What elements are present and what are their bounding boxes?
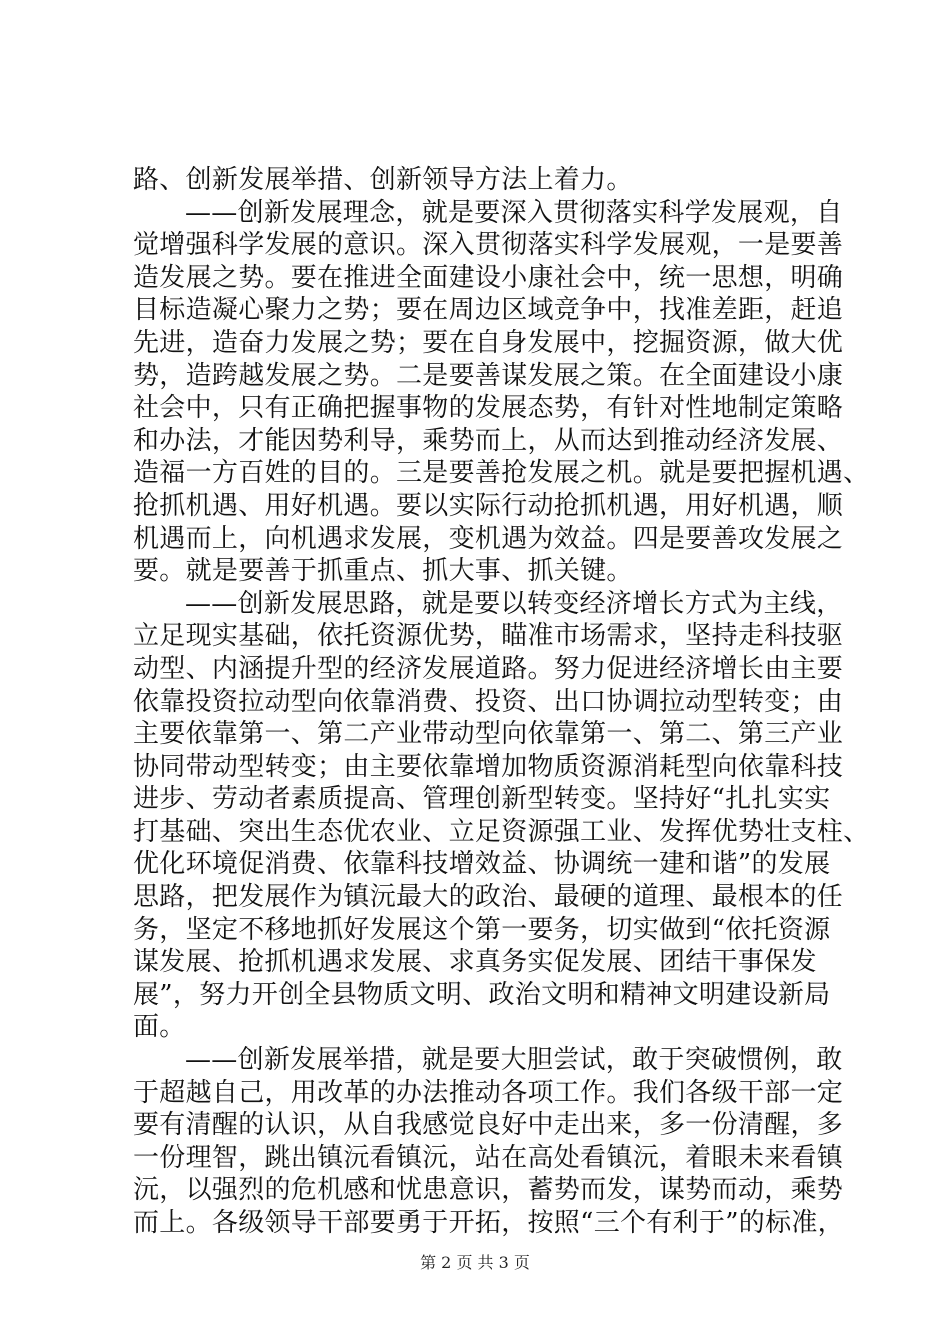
text-line: 抢抓机遇、用好机遇。要以实际行动抢抓机遇，用好机遇，顺 bbox=[133, 490, 844, 521]
page-footer: 第 2 页 共 3 页 bbox=[420, 1253, 530, 1272]
text-line: 目标造凝心聚力之势；要在周边区域竞争中，找准差距，赶追 bbox=[133, 295, 844, 326]
text-line: 协同带动型转变；由主要依靠增加物质资源消耗型向依靠科技 bbox=[133, 751, 844, 782]
text-line: 优化环境促消费、依靠科技增效益、协调统一建和谐”的发展 bbox=[133, 849, 831, 880]
text-line: 先进，造奋力发展之势；要在自身发展中，挖掘资源，做大优 bbox=[133, 327, 844, 358]
text-line: 面。 bbox=[133, 1012, 186, 1043]
text-line: 依靠投资拉动型向依靠消费、投资、出口协调拉动型转变；由 bbox=[133, 686, 844, 717]
text-line: 觉增强科学发展的意识。深入贯彻落实科学发展观，一是要善 bbox=[133, 230, 844, 261]
text-line: 于超越自己，用改革的办法推动各项工作。我们各级干部一定 bbox=[133, 1077, 844, 1108]
text-line: 路、创新发展举措、创新领导方法上着力。 bbox=[133, 165, 633, 195]
text-line: ——创新发展理念，就是要深入贯彻落实科学发展观，自 bbox=[185, 197, 843, 228]
text-line: 和办法，才能因势利导，乘势而上，从而达到推动经济发展、 bbox=[133, 425, 844, 456]
text-line: 展”，努力开创全县物质文明、政治文明和精神文明建设新局 bbox=[133, 979, 831, 1010]
text-line: 而上。各级领导干部要勇于开拓，按照“三个有利于”的标准， bbox=[133, 1208, 844, 1238]
text-line: 打基础、突出生态优农业、立足资源强工业、发挥优势壮支柱、 bbox=[133, 816, 870, 847]
text-line: ——创新发展举措，就是要大胆尝试，敢于突破惯例，敢 bbox=[185, 1045, 843, 1076]
text-line: 一份理智，跳出镇沅看镇沅，站在高处看镇沅，着眼未来看镇 bbox=[133, 1142, 844, 1173]
text-line: ——创新发展思路，就是要以转变经济增长方式为主线， bbox=[185, 588, 843, 619]
text-line: 要有清醒的认识，从自我感觉良好中走出来，多一份清醒，多 bbox=[133, 1110, 844, 1141]
text-line: 动型、内涵提升型的经济发展道路。努力促进经济增长由主要 bbox=[133, 653, 844, 684]
text-line: 社会中，只有正确把握事物的发展态势，有针对性地制定策略 bbox=[133, 393, 844, 424]
text-line: 造发展之势。要在推进全面建设小康社会中，统一思想，明确 bbox=[133, 262, 844, 293]
text-line: 主要依靠第一、第二产业带动型向依靠第一、第二、第三产业 bbox=[133, 719, 844, 750]
text-line: 要。就是要善于抓重点、抓大事、抓关键。 bbox=[133, 556, 633, 587]
text-line: 务，坚定不移地抓好发展这个第一要务，切实做到“依托资源 bbox=[133, 914, 831, 945]
text-line: 谋发展、抢抓机遇求发展、求真务实促发展、团结干事保发 bbox=[133, 947, 817, 978]
text-line: 沅，以强烈的危机感和忧患意识，蓄势而发，谋势而动，乘势 bbox=[133, 1175, 844, 1206]
document-body bbox=[133, 164, 870, 1240]
text-line: 势，造跨越发展之势。二是要善谋发展之策。在全面建设小康 bbox=[133, 360, 844, 391]
text-line: 机遇而上，向机遇求发展，变机遇为效益。四是要善攻发展之 bbox=[133, 523, 844, 554]
text-line: 立足现实基础，依托资源优势，瞄准市场需求，坚持走科技驱 bbox=[133, 621, 844, 652]
text-line: 进步、劳动者素质提高、管理创新型转变。坚持好“扎扎实实 bbox=[133, 784, 831, 815]
text-line: 造福一方百姓的目的。三是要善抢发展之机。就是要把握机遇、 bbox=[133, 458, 870, 489]
text-line: 思路，把发展作为镇沅最大的政治、最硬的道理、最根本的任 bbox=[133, 882, 844, 913]
